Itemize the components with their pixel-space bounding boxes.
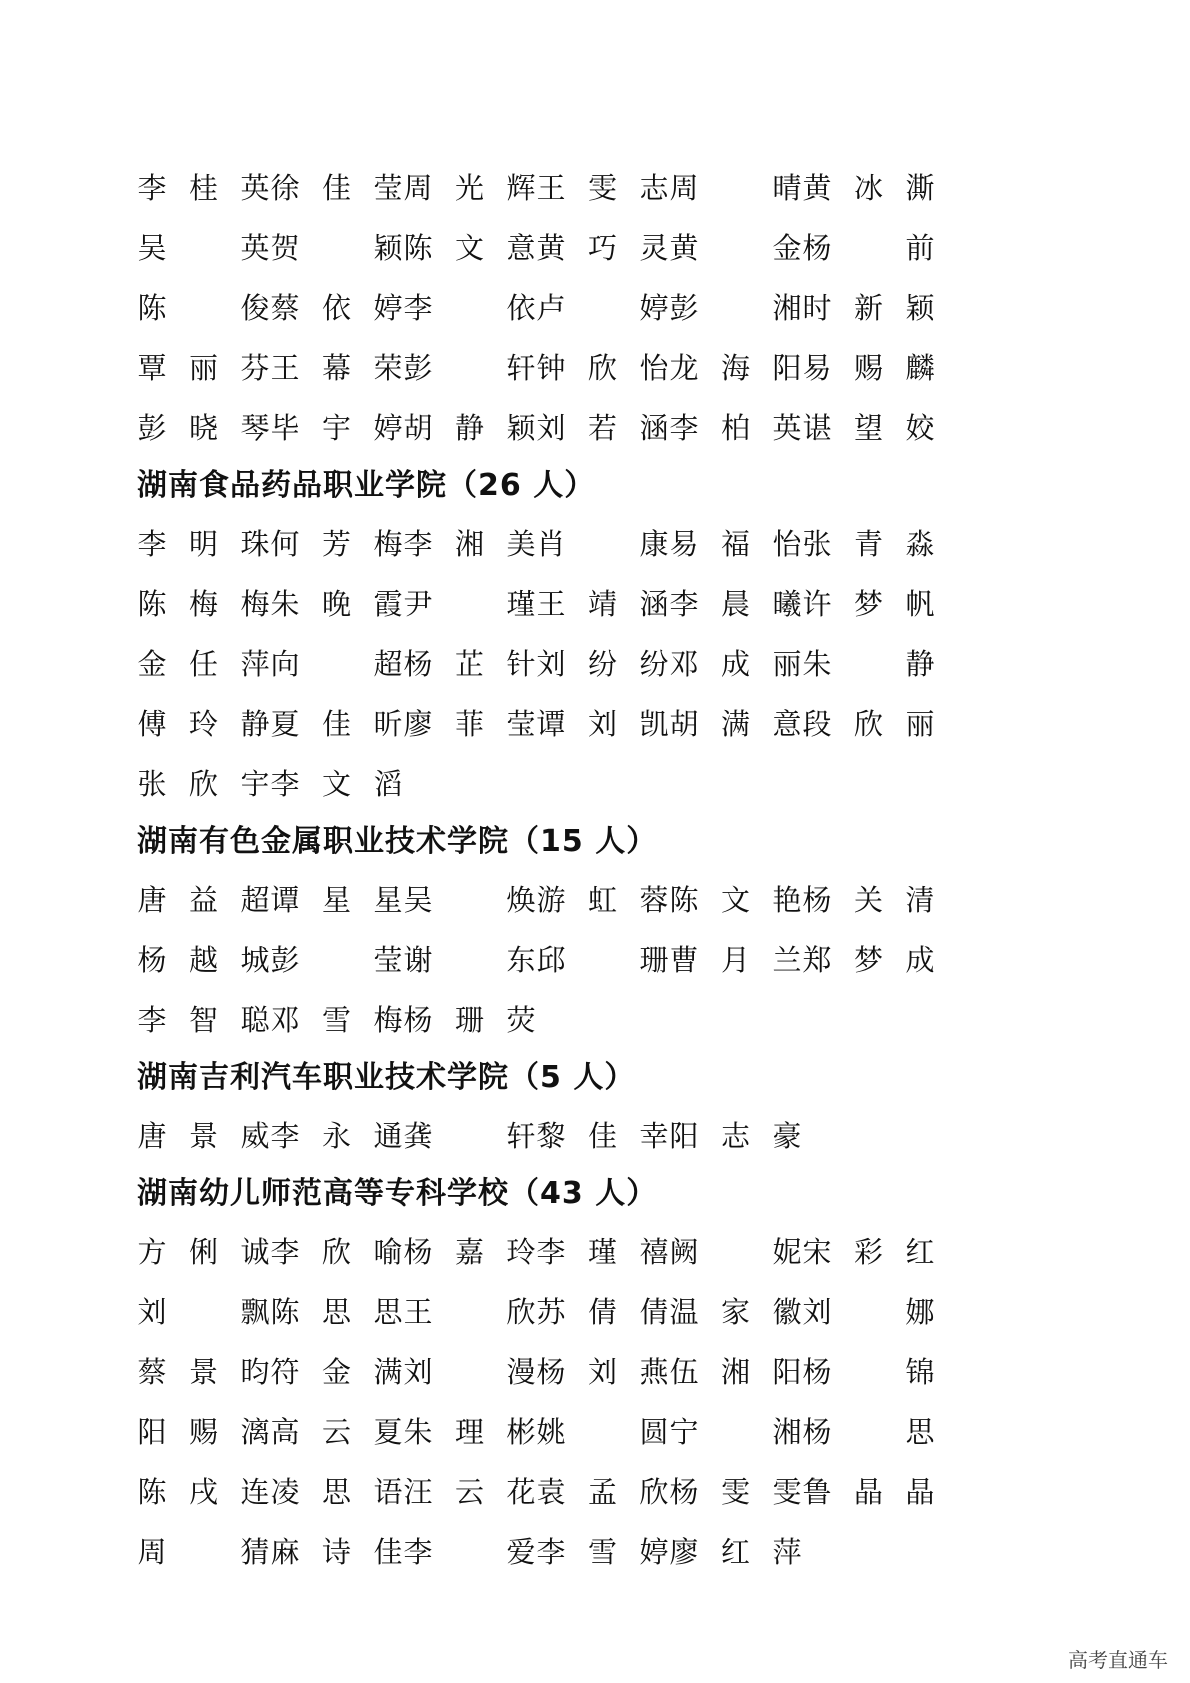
student-name: 汪 云 花 <box>403 1475 536 1509</box>
name-grid <box>137 514 1037 814</box>
school-section <box>137 458 1037 814</box>
student-name: 张 欣 宇 <box>137 767 270 801</box>
student-name: 杨 芷 针 <box>403 647 536 681</box>
student-name: 蔡 依 婷 <box>270 291 403 325</box>
student-name: 李 桂 英 <box>137 171 270 205</box>
student-name: 袁 孟 欣 <box>536 1475 669 1509</box>
student-name: 邓 雪 梅 <box>270 1003 403 1037</box>
student-name: 方 俐 诚 <box>137 1235 270 1269</box>
student-name: 黄 冰 澌 <box>802 171 935 205</box>
student-name: 杨 锦 <box>802 1355 935 1389</box>
student-name: 邓 成 丽 <box>669 647 802 681</box>
student-name: 杨 嘉 玲 <box>403 1235 536 1269</box>
student-name: 向 超 <box>270 647 403 681</box>
student-name: 杨 关 清 <box>802 883 935 917</box>
student-name: 鲁 晶 晶 <box>802 1475 935 1509</box>
student-name: 杨 前 <box>802 231 935 265</box>
student-name: 李 永 通 <box>270 1119 403 1153</box>
student-name: 李 雪 婷 <box>536 1535 669 1569</box>
student-name: 徐 佳 莹 <box>270 171 403 205</box>
student-name: 何 芳 梅 <box>270 527 403 561</box>
school-heading: 湖南吉利汽车职业技术学院（5 人） <box>137 1060 636 1095</box>
student-name: 周 光 辉 <box>403 171 536 205</box>
school-heading: 湖南有色金属职业技术学院（15 人） <box>137 824 658 859</box>
student-name: 刘 若 涵 <box>536 411 669 445</box>
student-name: 阳 赐 漓 <box>137 1415 270 1449</box>
student-name: 符 金 满 <box>270 1355 403 1389</box>
student-name: 易 赐 麟 <box>802 351 935 385</box>
student-name: 许 梦 帆 <box>802 587 935 621</box>
student-name: 黎 佳 幸 <box>536 1119 669 1153</box>
student-name: 王 幕 荣 <box>270 351 403 385</box>
student-name: 毕 宇 婷 <box>270 411 403 445</box>
student-name: 钟 欣 怡 <box>536 351 669 385</box>
student-name: 陈 文 艳 <box>669 883 802 917</box>
student-name: 时 新 颖 <box>802 291 935 325</box>
student-name: 黄 巧 灵 <box>536 231 669 265</box>
name-grid <box>137 1106 1037 1166</box>
student-name: 苏 倩 倩 <box>536 1295 669 1329</box>
student-name: 廖 红 萍 <box>669 1535 802 1569</box>
student-name: 刘 纷 纷 <box>536 647 669 681</box>
student-name: 李 明 珠 <box>137 527 270 561</box>
student-name: 朱 理 彬 <box>403 1415 536 1449</box>
student-name: 温 家 徽 <box>669 1295 802 1329</box>
student-name: 胡 静 颖 <box>403 411 536 445</box>
school-section <box>137 814 1037 1050</box>
student-name: 张 青 淼 <box>802 527 935 561</box>
student-name: 姚 圆 <box>536 1415 669 1449</box>
student-name: 李 瑾 禧 <box>536 1235 669 1269</box>
student-name: 陈 俊 <box>137 291 270 325</box>
student-name: 卢 婷 <box>536 291 669 325</box>
student-name: 陈 思 思 <box>270 1295 403 1329</box>
school-heading: 湖南食品药品职业学院（26 人） <box>137 468 596 503</box>
student-name: 李 爱 <box>403 1535 536 1569</box>
student-name: 曹 月 兰 <box>669 943 802 977</box>
student-name: 李 晨 曦 <box>669 587 802 621</box>
student-name: 唐 益 超 <box>137 883 270 917</box>
school-section <box>137 1050 1037 1166</box>
student-name: 易 福 怡 <box>669 527 802 561</box>
student-name: 朱 晚 霞 <box>270 587 403 621</box>
student-name: 唐 景 威 <box>137 1119 270 1153</box>
student-name: 尹 瑾 <box>403 587 536 621</box>
student-name: 夏 佳 昕 <box>270 707 403 741</box>
student-name: 周 猜 <box>137 1535 270 1569</box>
student-name: 谢 东 <box>403 943 536 977</box>
student-name: 谌 望 姣 <box>802 411 935 445</box>
student-name: 李 柏 英 <box>669 411 802 445</box>
student-name: 杨 思 <box>802 1415 935 1449</box>
student-name: 谭 星 星 <box>270 883 403 917</box>
student-name: 廖 菲 莹 <box>403 707 536 741</box>
student-name: 王 靖 涵 <box>536 587 669 621</box>
student-name: 凌 思 语 <box>270 1475 403 1509</box>
student-name: 周 晴 <box>669 171 802 205</box>
student-name: 龚 轩 <box>403 1119 536 1153</box>
school-section <box>137 1166 1037 1582</box>
student-name: 覃 丽 芬 <box>137 351 270 385</box>
student-name: 吴 焕 <box>403 883 536 917</box>
student-name: 谭 刘 凯 <box>536 707 669 741</box>
student-name: 杨 雯 雯 <box>669 1475 802 1509</box>
student-name: 陈 戌 连 <box>137 1475 270 1509</box>
student-name: 陈 梅 梅 <box>137 587 270 621</box>
student-name: 游 虹 蓉 <box>536 883 669 917</box>
student-name: 麻 诗 佳 <box>270 1535 403 1569</box>
student-name: 彭 轩 <box>403 351 536 385</box>
student-name: 郑 梦 成 <box>802 943 935 977</box>
student-name: 彭 莹 <box>270 943 403 977</box>
student-name: 宁 湘 <box>669 1415 802 1449</box>
student-name: 朱 静 <box>802 647 935 681</box>
student-name: 刘 飘 <box>137 1295 270 1329</box>
student-name: 贺 颖 <box>270 231 403 265</box>
student-name: 龙 海 阳 <box>669 351 802 385</box>
student-name: 王 欣 <box>403 1295 536 1329</box>
student-name: 宋 彩 红 <box>802 1235 935 1269</box>
student-name: 刘 漫 <box>403 1355 536 1389</box>
name-grid <box>137 870 1037 1050</box>
student-name: 陈 文 意 <box>403 231 536 265</box>
student-name: 伍 湘 阳 <box>669 1355 802 1389</box>
watermark: 高考直通车 <box>1068 1648 1168 1672</box>
student-name: 刘 娜 <box>802 1295 935 1329</box>
student-name: 彭 湘 <box>669 291 802 325</box>
student-name: 蔡 景 昀 <box>137 1355 270 1389</box>
student-name: 吴 英 <box>137 231 270 265</box>
school-heading: 湖南幼儿师范高等专科学校（43 人） <box>137 1176 658 1211</box>
student-name: 傅 玲 静 <box>137 707 270 741</box>
student-name: 阳 志 豪 <box>669 1119 802 1153</box>
student-name: 李 依 <box>403 291 536 325</box>
school-section <box>137 158 1037 458</box>
student-name: 金 任 萍 <box>137 647 270 681</box>
name-list-document <box>137 158 1037 1582</box>
student-name: 杨 刘 燕 <box>536 1355 669 1389</box>
student-name: 胡 满 意 <box>669 707 802 741</box>
student-name: 邱 珊 <box>536 943 669 977</box>
student-name: 彭 晓 琴 <box>137 411 270 445</box>
student-name: 肖 康 <box>536 527 669 561</box>
student-name: 段 欣 丽 <box>802 707 935 741</box>
student-name: 李 文 滔 <box>270 767 403 801</box>
student-name: 杨 越 城 <box>137 943 270 977</box>
student-name: 李 欣 喻 <box>270 1235 403 1269</box>
student-name: 李 智 聪 <box>137 1003 270 1037</box>
student-name: 王 雯 志 <box>536 171 669 205</box>
student-name: 黄 金 <box>669 231 802 265</box>
student-name: 高 云 夏 <box>270 1415 403 1449</box>
student-name: 阙 妮 <box>669 1235 802 1269</box>
name-grid <box>137 158 1037 458</box>
name-grid <box>137 1222 1037 1582</box>
student-name: 李 湘 美 <box>403 527 536 561</box>
student-name: 杨 珊 荧 <box>403 1003 536 1037</box>
